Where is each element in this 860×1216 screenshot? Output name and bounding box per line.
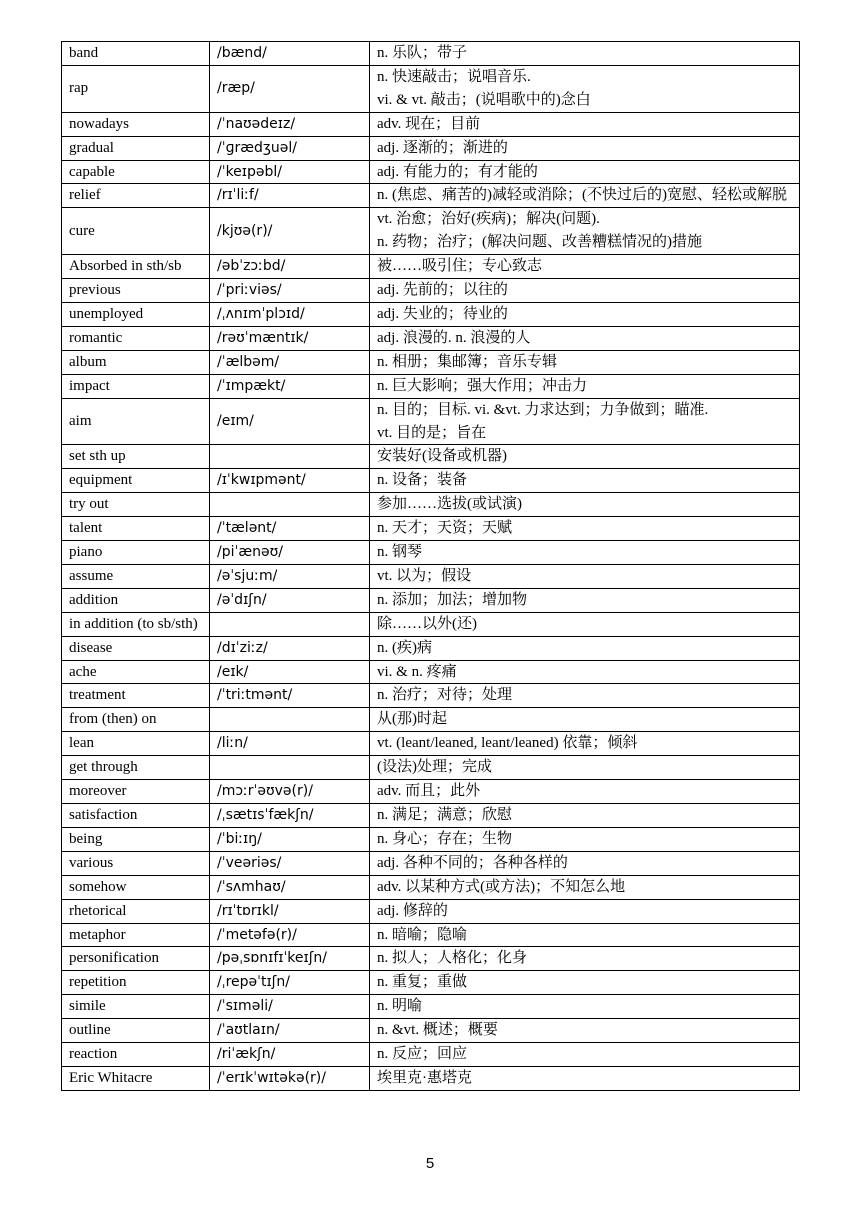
vocab-row <box>62 708 800 732</box>
vocab-phonetic: /ˈsɪməli/ <box>210 995 370 1019</box>
vocab-row <box>62 875 800 899</box>
vocab-phonetic: /ˈmetəfə(r)/ <box>210 923 370 947</box>
vocab-row <box>62 136 800 160</box>
vocab-word: addition <box>62 588 210 612</box>
vocab-word: Absorbed in sth/sb <box>62 255 210 279</box>
vocab-meaning: 除……以外(还) <box>370 612 800 636</box>
vocab-meaning: n. 乐队；带子 <box>370 42 800 66</box>
vocab-phonetic: /ˌsætɪsˈfækʃn/ <box>210 804 370 828</box>
vocab-phonetic: /ˈsʌmhaʊ/ <box>210 875 370 899</box>
vocab-row <box>62 493 800 517</box>
vocab-row <box>62 112 800 136</box>
vocab-word: Eric Whitacre <box>62 1066 210 1090</box>
vocab-meaning: n. &vt. 概述；概要 <box>370 1019 800 1043</box>
vocab-word: talent <box>62 517 210 541</box>
vocab-word: capable <box>62 160 210 184</box>
vocab-row <box>62 732 800 756</box>
vocab-phonetic: /rɪˈtɒrɪkl/ <box>210 899 370 923</box>
vocab-word: in addition (to sb/sth) <box>62 612 210 636</box>
vocab-word: impact <box>62 374 210 398</box>
vocab-row <box>62 160 800 184</box>
vocab-meaning: n. 相册；集邮簿；音乐专辑 <box>370 350 800 374</box>
vocab-meaning: 从(那)时起 <box>370 708 800 732</box>
vocab-word: rhetorical <box>62 899 210 923</box>
vocab-phonetic: /eɪm/ <box>210 398 370 445</box>
vocab-phonetic: /bænd/ <box>210 42 370 66</box>
vocab-meaning: vt. (leant/leaned, leant/leaned) 依靠；倾斜 <box>370 732 800 756</box>
vocab-phonetic: /ˈpriːviəs/ <box>210 279 370 303</box>
vocab-meaning: n. (焦虑、痛苦的)减轻或消除；(不快过后的)宽慰、轻松或解脱 <box>370 184 800 208</box>
vocab-phonetic: /rəʊˈmæntɪk/ <box>210 326 370 350</box>
vocab-phonetic: /əˈsjuːm/ <box>210 564 370 588</box>
vocab-meaning: 埃里克·惠塔克 <box>370 1066 800 1090</box>
vocab-meaning: adj. 各种不同的；各种各样的 <box>370 851 800 875</box>
vocab-meaning: n. 反应；回应 <box>370 1043 800 1067</box>
vocab-word: being <box>62 827 210 851</box>
vocab-word: previous <box>62 279 210 303</box>
vocab-row <box>62 899 800 923</box>
vocab-word: reaction <box>62 1043 210 1067</box>
vocab-row <box>62 804 800 828</box>
vocabulary-table <box>61 41 800 1091</box>
vocab-row <box>62 851 800 875</box>
vocab-row <box>62 350 800 374</box>
vocab-row <box>62 302 800 326</box>
vocab-row <box>62 588 800 612</box>
vocab-word: satisfaction <box>62 804 210 828</box>
vocab-phonetic: /ˈveəriəs/ <box>210 851 370 875</box>
vocab-word: lean <box>62 732 210 756</box>
vocab-row <box>62 541 800 565</box>
vocab-phonetic: /ˈerɪkˈwɪtəkə(r)/ <box>210 1066 370 1090</box>
vocab-row <box>62 279 800 303</box>
vocab-meaning: 参加……选拔(或试演) <box>370 493 800 517</box>
vocab-word: various <box>62 851 210 875</box>
vocab-word: outline <box>62 1019 210 1043</box>
vocab-meaning: n. (疾)病 <box>370 636 800 660</box>
vocab-phonetic: /liːn/ <box>210 732 370 756</box>
vocab-word: band <box>62 42 210 66</box>
vocabulary-table-body <box>62 42 800 1091</box>
vocab-row <box>62 445 800 469</box>
vocab-row <box>62 756 800 780</box>
vocab-row <box>62 42 800 66</box>
vocab-meaning: vt. 以为；假设 <box>370 564 800 588</box>
vocab-meaning: n. 拟人；人格化；化身 <box>370 947 800 971</box>
vocab-meaning: adv. 而且；此外 <box>370 780 800 804</box>
vocab-phonetic: /ˈbiːɪŋ/ <box>210 827 370 851</box>
vocab-phonetic: /ɪˈkwɪpmənt/ <box>210 469 370 493</box>
vocab-phonetic: /ˈaʊtlaɪn/ <box>210 1019 370 1043</box>
vocab-row <box>62 684 800 708</box>
vocab-row <box>62 65 800 112</box>
vocab-row <box>62 1019 800 1043</box>
vocab-meaning: n. 重复；重做 <box>370 971 800 995</box>
vocab-phonetic <box>210 445 370 469</box>
vocab-phonetic: /əˈdɪʃn/ <box>210 588 370 612</box>
vocab-row <box>62 780 800 804</box>
vocab-row <box>62 660 800 684</box>
vocab-word: moreover <box>62 780 210 804</box>
vocab-phonetic: /dɪˈziːz/ <box>210 636 370 660</box>
vocab-word: repetition <box>62 971 210 995</box>
vocab-meaning: adj. 修辞的 <box>370 899 800 923</box>
vocab-phonetic: /rɪˈliːf/ <box>210 184 370 208</box>
vocab-meaning: n. 治疗；对待；处理 <box>370 684 800 708</box>
vocab-word: set sth up <box>62 445 210 469</box>
vocab-row <box>62 208 800 255</box>
vocab-meaning: n. 满足；满意；欣慰 <box>370 804 800 828</box>
vocab-word: piano <box>62 541 210 565</box>
vocab-word: get through <box>62 756 210 780</box>
vocab-meaning: n. 明喻 <box>370 995 800 1019</box>
vocab-meaning: n. 暗喻；隐喻 <box>370 923 800 947</box>
vocab-word: unemployed <box>62 302 210 326</box>
vocab-row <box>62 469 800 493</box>
vocab-meaning: n. 目的；目标. vi. &vt. 力求达到；力争做到；瞄准. vt. 目的是；旨在 <box>370 398 800 445</box>
vocab-word: try out <box>62 493 210 517</box>
vocab-phonetic: /kjʊə(r)/ <box>210 208 370 255</box>
vocab-row <box>62 517 800 541</box>
vocab-word: aim <box>62 398 210 445</box>
vocab-word: romantic <box>62 326 210 350</box>
vocab-phonetic <box>210 493 370 517</box>
vocab-meaning: 被……吸引住；专心致志 <box>370 255 800 279</box>
vocab-row <box>62 971 800 995</box>
vocab-word: gradual <box>62 136 210 160</box>
vocab-meaning: adv. 以某种方式(或方法)；不知怎么地 <box>370 875 800 899</box>
vocab-meaning: n. 快速敲击；说唱音乐. vi. & vt. 敲击；(说唱歌中的)念白 <box>370 65 800 112</box>
vocab-meaning: vt. 治愈；治好(疾病)；解决(问题). n. 药物；治疗；(解决问题、改善糟糕情况的)措施 <box>370 208 800 255</box>
vocab-word: assume <box>62 564 210 588</box>
vocab-word: relief <box>62 184 210 208</box>
vocab-word: equipment <box>62 469 210 493</box>
vocab-phonetic: /ˈtriːtmənt/ <box>210 684 370 708</box>
vocab-word: cure <box>62 208 210 255</box>
vocab-phonetic: /pəˌsɒnɪfɪˈkeɪʃn/ <box>210 947 370 971</box>
vocab-phonetic: /ˌrepəˈtɪʃn/ <box>210 971 370 995</box>
vocab-meaning: adv. 现在；目前 <box>370 112 800 136</box>
vocab-phonetic: /piˈænəʊ/ <box>210 541 370 565</box>
vocab-row <box>62 995 800 1019</box>
vocab-meaning: adj. 先前的；以往的 <box>370 279 800 303</box>
vocab-word: album <box>62 350 210 374</box>
vocab-meaning: (设法)处理；完成 <box>370 756 800 780</box>
vocab-word: from (then) on <box>62 708 210 732</box>
vocab-row <box>62 827 800 851</box>
vocab-meaning: adj. 逐渐的；渐进的 <box>370 136 800 160</box>
vocab-phonetic <box>210 612 370 636</box>
vocab-phonetic <box>210 708 370 732</box>
vocab-phonetic <box>210 756 370 780</box>
vocab-row <box>62 612 800 636</box>
vocab-meaning: n. 添加；加法；增加物 <box>370 588 800 612</box>
vocab-phonetic: /ˌʌnɪmˈplɔɪd/ <box>210 302 370 326</box>
vocab-phonetic: /eɪk/ <box>210 660 370 684</box>
vocab-word: treatment <box>62 684 210 708</box>
vocab-meaning: n. 钢琴 <box>370 541 800 565</box>
vocab-meaning: adj. 浪漫的. n. 浪漫的人 <box>370 326 800 350</box>
vocab-row <box>62 923 800 947</box>
vocab-phonetic: /ˈɡrædʒuəl/ <box>210 136 370 160</box>
vocab-word: nowadays <box>62 112 210 136</box>
vocab-word: ache <box>62 660 210 684</box>
vocab-phonetic: /riˈækʃn/ <box>210 1043 370 1067</box>
vocab-phonetic: /mɔːrˈəʊvə(r)/ <box>210 780 370 804</box>
vocab-row <box>62 398 800 445</box>
vocab-meaning: n. 设备；装备 <box>370 469 800 493</box>
vocab-word: personification <box>62 947 210 971</box>
vocab-meaning: n. 身心；存在；生物 <box>370 827 800 851</box>
vocab-phonetic: /ˈnaʊədeɪz/ <box>210 112 370 136</box>
page-number: 5 <box>425 1155 435 1172</box>
vocab-meaning: adj. 失业的；待业的 <box>370 302 800 326</box>
vocab-row <box>62 564 800 588</box>
vocab-word: simile <box>62 995 210 1019</box>
vocab-row <box>62 326 800 350</box>
vocab-meaning: n. 天才；天资；天赋 <box>370 517 800 541</box>
vocab-phonetic: /ræp/ <box>210 65 370 112</box>
vocab-meaning: vi. & n. 疼痛 <box>370 660 800 684</box>
vocab-phonetic: /ˈkeɪpəbl/ <box>210 160 370 184</box>
vocab-row <box>62 184 800 208</box>
vocab-meaning: 安装好(设备或机器) <box>370 445 800 469</box>
vocab-phonetic: /ˈɪmpækt/ <box>210 374 370 398</box>
vocab-word: metaphor <box>62 923 210 947</box>
vocab-phonetic: /ˈælbəm/ <box>210 350 370 374</box>
vocab-row <box>62 947 800 971</box>
vocab-word: somehow <box>62 875 210 899</box>
vocab-row <box>62 1043 800 1067</box>
vocab-row <box>62 636 800 660</box>
vocab-phonetic: /ˈtælənt/ <box>210 517 370 541</box>
vocab-phonetic: /əbˈzɔːbd/ <box>210 255 370 279</box>
vocab-row <box>62 255 800 279</box>
vocab-meaning: adj. 有能力的；有才能的 <box>370 160 800 184</box>
vocab-word: rap <box>62 65 210 112</box>
vocab-row <box>62 374 800 398</box>
vocab-word: disease <box>62 636 210 660</box>
vocab-meaning: n. 巨大影响；强大作用；冲击力 <box>370 374 800 398</box>
vocab-row <box>62 1066 800 1090</box>
